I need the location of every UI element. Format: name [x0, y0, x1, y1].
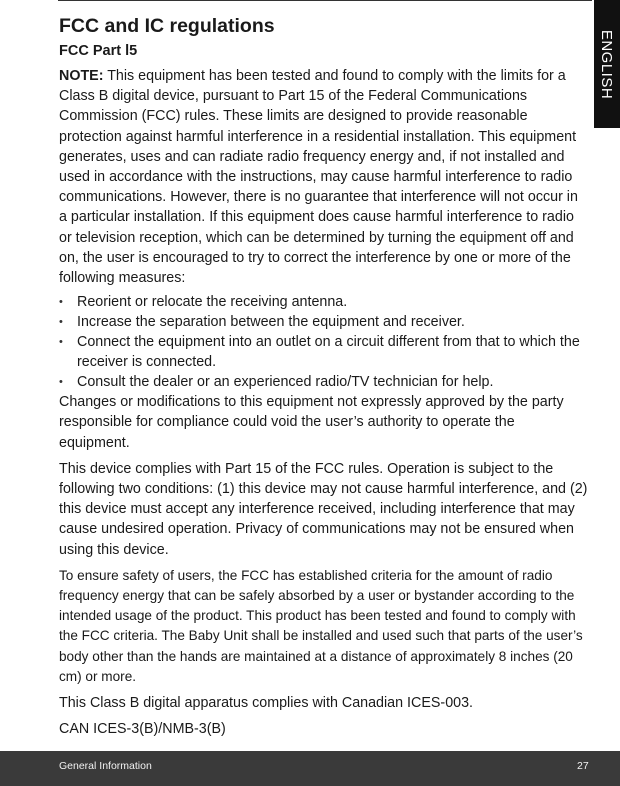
canada-paragraph: This Class B digital apparatus complies with Canadian ICES-003. [59, 695, 474, 712]
footer-section-name: General Information [59, 760, 152, 772]
list-item: • Reorient or relocate the receiving antenna. [59, 292, 589, 312]
ices-paragraph: CAN ICES-3(B)/NMB-3(B) [59, 721, 226, 738]
page-footer [0, 751, 620, 786]
measures-list [59, 292, 589, 392]
part15-paragraph: This device complies with Part 15 of the FCC rules. Operation is subject to the following two conditions: (1) this device may not cause harmful interference, and (2) this device must accept any interference received, including interference that may cause undesired operation. Privacy of communications may not be ensured when using this device. [59, 460, 588, 558]
language-tab-label: ENGLISH [598, 29, 616, 99]
changes-paragraph: Changes or modifications to this equipment not expressly approved by the party responsible for compliance could void the user’s authority to operate the equipment. [59, 394, 564, 451]
list-item: • Increase the separation between the equipment and receiver. [59, 312, 589, 332]
safety-paragraph: To ensure safety of users, the FCC has established criteria for the amount of radio frequency energy that can be safely absorbed by a user or bystander according to the intended usage of the product. This product has been tested and found to comply with the FCC criteria. The Baby Unit shall be installed and used such that parts of the user’s body other than the hands are maintained at a distance of approximately 8 inches (20 cm) or more. [59, 567, 583, 684]
section-heading: FCC and IC regulations [59, 15, 275, 37]
list-item: • Consult the dealer or an experienced radio/TV technician for help. [59, 372, 589, 392]
subsection-heading: FCC Part l5 [59, 43, 138, 59]
top-rule [58, 0, 592, 1]
page-number: 27 [577, 760, 589, 772]
list-item: • Connect the equipment into an outlet on a circuit different from that to which the receiver is connected. [59, 332, 589, 372]
page-content [59, 10, 589, 745]
note-paragraph [59, 66, 589, 288]
note-label: NOTE: [59, 68, 104, 84]
note-text: This equipment has been tested and found to comply with the limits for a Class B digital device, pursuant to Part 15 of the Federal Communications Commission (FCC) rules. These limits are designed to provide reasonable protection against harmful interference in a residential installation. This equipment generates, uses and can radiate radio frequency energy and, if not installed and used in accordance with the instructions, may cause harmful interference to radio communications. However, there is no guarantee that interference will not occur in a particular installation. If this equipment does cause harmful interference to radio or television reception, which can be determined by turning the equipment off and on, the user is encouraged to try to correct the interference by one or more of the following measures: [59, 68, 578, 287]
language-tab [594, 0, 620, 128]
